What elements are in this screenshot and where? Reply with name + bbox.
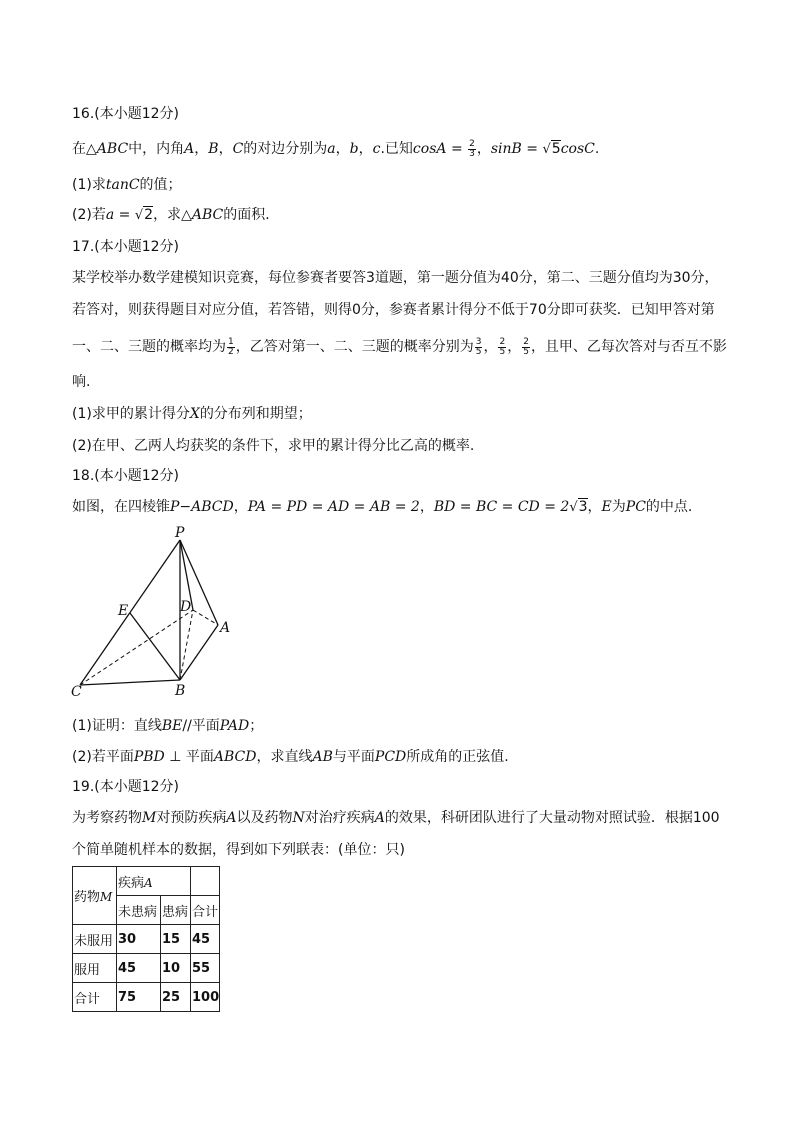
table-cell: 服用 bbox=[73, 954, 117, 983]
text: 的面积. bbox=[223, 207, 270, 223]
math-sinb: sinB bbox=[490, 141, 522, 157]
math-pcd: PCD bbox=[374, 749, 407, 765]
text: 对预防疾病 bbox=[156, 810, 227, 826]
label-p: P bbox=[175, 525, 185, 541]
math-a-angle: A bbox=[184, 141, 195, 157]
q19-line2: 个简单随机样本的数据，得到如下列联表：(单位：只) bbox=[72, 842, 405, 858]
text: ，求直线 bbox=[256, 749, 313, 765]
text: (2)若平面 bbox=[72, 749, 134, 765]
edge-cb bbox=[80, 680, 180, 685]
text: (1)证明：直线 bbox=[72, 718, 162, 734]
sqrt-symbol: √ bbox=[134, 208, 144, 223]
math-pad: PAD bbox=[219, 718, 250, 734]
text: ， bbox=[335, 141, 350, 157]
math-a: a bbox=[105, 207, 115, 223]
text: 的对边分别为 bbox=[243, 141, 328, 157]
q16-header: 16.(本小题12分) bbox=[72, 106, 180, 122]
math-pbd: PBD bbox=[133, 749, 165, 765]
math-c: c bbox=[372, 141, 381, 157]
text: .已知 bbox=[380, 141, 413, 157]
denominator: 5 bbox=[475, 346, 482, 357]
math-ab: AB bbox=[312, 749, 333, 765]
q19-header: 19.(本小题12分) bbox=[72, 779, 180, 795]
q18-part2 bbox=[72, 747, 509, 767]
table-cell: 45 bbox=[191, 925, 220, 954]
text: ， bbox=[507, 339, 522, 355]
q19-line1 bbox=[72, 808, 720, 828]
table-cell: 75 bbox=[117, 983, 161, 1012]
math-equation: PA = PD = AD = AB = 2 bbox=[247, 499, 420, 515]
fraction bbox=[475, 338, 483, 357]
pyramid-figure bbox=[60, 525, 250, 700]
q16-part2 bbox=[72, 205, 270, 226]
triangle-symbol: △ bbox=[86, 141, 97, 157]
q17-line1: 某学校举办数学建模知识竞赛，每位参赛者要答3道题，第一题分值为40分，第二、三题分值均为30分， bbox=[72, 270, 719, 286]
numerator: 1 bbox=[228, 336, 234, 347]
table-corner-cell bbox=[73, 867, 117, 925]
math-m: M bbox=[142, 810, 157, 826]
table-cell: 15 bbox=[161, 925, 191, 954]
denominator: 5 bbox=[523, 346, 529, 357]
text: ， bbox=[358, 141, 373, 157]
label-e: E bbox=[118, 603, 129, 619]
math-b: b bbox=[349, 141, 359, 157]
text: 疾病 bbox=[118, 875, 145, 891]
text: ， bbox=[476, 141, 491, 157]
math-cosc: cosC bbox=[560, 141, 595, 157]
label-a: A bbox=[220, 620, 231, 636]
text: 的效果，科研团队进行了大量动物对照试验．根据100 bbox=[384, 810, 720, 826]
text: (1)求 bbox=[72, 177, 106, 193]
q16-part1 bbox=[72, 175, 182, 195]
label-b: B bbox=[175, 683, 186, 699]
table-cell: 55 bbox=[191, 954, 220, 983]
sqrt-value: 3 bbox=[578, 499, 588, 515]
text: //平面 bbox=[182, 718, 220, 734]
text: ，乙答对第一、二、三题的概率分别为 bbox=[235, 339, 474, 355]
q18-header: 18.(本小题12分) bbox=[72, 468, 180, 484]
text: 药物 bbox=[74, 890, 101, 905]
denominator: 5 bbox=[499, 346, 506, 357]
table-cell: 10 bbox=[161, 954, 191, 983]
math-c-angle: C bbox=[232, 141, 244, 157]
q18-part1 bbox=[72, 716, 263, 736]
table-cell: 25 bbox=[161, 983, 191, 1012]
text: ， bbox=[587, 499, 602, 515]
contingency-table bbox=[72, 866, 220, 1012]
text: ， bbox=[483, 339, 498, 355]
table-row bbox=[73, 867, 220, 896]
text: 在 bbox=[72, 141, 86, 157]
table-header-cell: 合计 bbox=[191, 896, 220, 925]
table-row bbox=[73, 954, 220, 983]
table-cell: 45 bbox=[117, 954, 161, 983]
text: 与平面 bbox=[332, 749, 375, 765]
table-header-cell: 患病 bbox=[161, 896, 191, 925]
math-a: A bbox=[374, 810, 385, 826]
table-row bbox=[73, 925, 220, 954]
edge-pc bbox=[80, 540, 180, 685]
text: 为考察药物 bbox=[72, 810, 142, 826]
fraction bbox=[498, 338, 506, 357]
math-cosa: cosA bbox=[412, 141, 447, 157]
text: . bbox=[594, 141, 600, 157]
math-b-angle: B bbox=[208, 141, 219, 157]
perpendicular-symbol: ⊥ bbox=[164, 749, 186, 765]
denominator: 3 bbox=[469, 148, 475, 159]
math-be: BE bbox=[161, 718, 183, 734]
label-c: C bbox=[71, 684, 82, 700]
table-row bbox=[73, 983, 220, 1012]
text: 如图，在四棱锥 bbox=[72, 499, 170, 515]
fraction bbox=[468, 140, 476, 159]
text: 对治疗疾病 bbox=[304, 810, 375, 826]
text: ，且甲、乙每次答对与否互不影 bbox=[530, 339, 727, 355]
text: ， bbox=[218, 141, 233, 157]
q17-line4: 响. bbox=[72, 374, 91, 390]
text: 的值； bbox=[139, 177, 182, 193]
text: 的中点. bbox=[645, 499, 693, 515]
text: 所成角的正弦值. bbox=[406, 749, 509, 765]
triangle-symbol: △ bbox=[181, 207, 192, 223]
table-cell: 30 bbox=[117, 925, 161, 954]
table-header-cell bbox=[191, 867, 220, 896]
text: 一、二、三题的概率均为 bbox=[72, 339, 226, 355]
math-abc: ABC bbox=[96, 141, 129, 157]
math-abc: ABC bbox=[191, 207, 224, 223]
text: ， bbox=[233, 499, 248, 515]
text: 的分布列和期望； bbox=[199, 406, 312, 422]
q16-stem bbox=[72, 139, 599, 160]
text: 中，内角 bbox=[128, 141, 185, 157]
math-a: a bbox=[327, 141, 336, 157]
q17-part2: (2)在甲、乙两人均获奖的条件下，求甲的累计得分比乙高的概率. bbox=[72, 438, 475, 454]
text: (1)求甲的累计得分 bbox=[72, 406, 190, 422]
math-m: M bbox=[100, 890, 113, 904]
math-n: N bbox=[292, 810, 305, 826]
text: = bbox=[114, 207, 135, 223]
text: ， bbox=[419, 499, 434, 515]
sqrt-symbol: √ bbox=[569, 500, 578, 515]
table-header-cell: 未患病 bbox=[117, 896, 161, 925]
denominator: 2 bbox=[228, 346, 234, 357]
q17-part1 bbox=[72, 404, 312, 424]
text: ， bbox=[194, 141, 209, 157]
q17-header: 17.(本小题12分) bbox=[72, 239, 180, 255]
q17-line3 bbox=[72, 337, 727, 357]
text: = bbox=[521, 141, 543, 157]
q18-stem bbox=[72, 497, 692, 518]
sqrt-value: 5 bbox=[551, 141, 561, 157]
math-equation: BD = BC = CD = 2 bbox=[433, 499, 570, 515]
numerator: 2 bbox=[469, 138, 475, 149]
math-e: E bbox=[601, 499, 612, 515]
text: 为 bbox=[611, 499, 626, 515]
sqrt-symbol: √ bbox=[542, 142, 551, 157]
q17-line2: 若答对，则获得题目对应分值，若答错，则得0分，参赛者累计得分不低于70分即可获奖．已知甲答对第 bbox=[72, 302, 715, 318]
math-pyramid: P−ABCD bbox=[170, 499, 234, 515]
edge-ba bbox=[180, 625, 218, 680]
table-cell: 100 bbox=[191, 983, 220, 1012]
math-a: A bbox=[226, 810, 237, 826]
math-abcd: ABCD bbox=[213, 749, 257, 765]
table-cell: 合计 bbox=[73, 983, 117, 1012]
text: 平面 bbox=[185, 749, 214, 765]
numerator: 2 bbox=[499, 336, 506, 347]
numerator: 2 bbox=[523, 336, 529, 347]
math-pc: PC bbox=[625, 499, 646, 515]
sqrt-value: 2 bbox=[144, 207, 154, 223]
text: ，求 bbox=[153, 207, 182, 223]
fraction bbox=[522, 338, 530, 357]
label-d: D bbox=[180, 599, 192, 615]
text: = bbox=[446, 141, 468, 157]
text: (2)若 bbox=[72, 207, 106, 223]
numerator: 3 bbox=[475, 336, 482, 347]
edge-eb bbox=[130, 613, 180, 680]
math-x: X bbox=[189, 406, 200, 422]
table-header-cell bbox=[117, 867, 191, 896]
text: ； bbox=[249, 718, 264, 734]
table-cell: 未服用 bbox=[73, 925, 117, 954]
math-tanc: tanC bbox=[105, 177, 140, 193]
text: 以及药物 bbox=[236, 810, 293, 826]
math-a: A bbox=[144, 875, 153, 890]
fraction bbox=[227, 338, 235, 357]
